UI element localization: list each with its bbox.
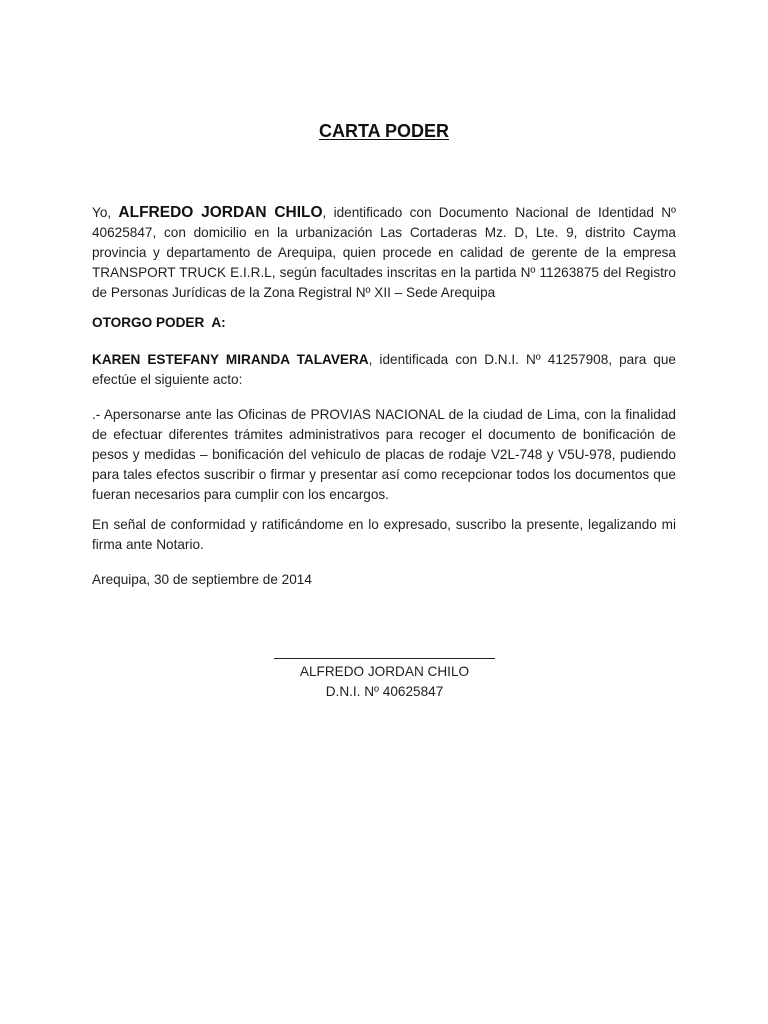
date-line: Arequipa, 30 de septiembre de 2014 — [92, 572, 312, 587]
paragraph-grantor-prefix: Yo, — [92, 205, 119, 220]
signature-dni: D.N.I. Nº 40625847 — [325, 684, 444, 699]
paragraph-grantor-text: , identificado con Documento Nacional de Identidad Nº 40625847, con domicilio en la urbanización Las Cortaderas Mz. D, Lte. 9, distrito Cayma provincia y departamento de Arequipa, quien procede en calidad de gerente de la empresa TRANSPORT TRUCK E.I.R.L, según facultades inscritas en la partida Nº 11263875 del Registro de Personas Jurídicas de la Zona Registral Nº XII – Sede Arequipa — [92, 205, 676, 300]
grantee-name: KAREN ESTEFANY MIRANDA TALAVERA — [92, 352, 369, 367]
paragraph-act: .- Apersonarse ante las Oficinas de PROVIAS NACIONAL de la ciudad de Lima, con la finalidad de efectuar diferentes trámites administrativos para recoger el documento de bonificación de pesos y medidas – bonificación del vehiculo de placas de rodaje V2L-748 y V5U-978, pudiendo para tales efectos suscribir o firmar y presentar así como recepcionar todos los documentos que fueran necesarios para cumplir con los encargos. — [92, 407, 676, 502]
signature-name: ALFREDO JORDAN CHILO — [299, 664, 470, 679]
paragraph-conformity: En señal de conformidad y ratificándome en lo expresado, suscribo la presente, legalizando mi firma ante Notario. — [92, 517, 676, 552]
paragraph-grantee-text: , identificada con D.N.I. Nº 41257908, para que efectúe el siguiente acto: — [92, 352, 676, 387]
document-title: CARTA PODER — [319, 121, 449, 141]
paragraph-grantor — [92, 203, 676, 303]
heading-otorgo-poder: OTORGO PODER A: — [92, 315, 226, 330]
paragraph-grantee — [92, 350, 676, 390]
signature-line — [274, 658, 495, 659]
grantor-name: ALFREDO JORDAN CHILO — [118, 204, 323, 221]
